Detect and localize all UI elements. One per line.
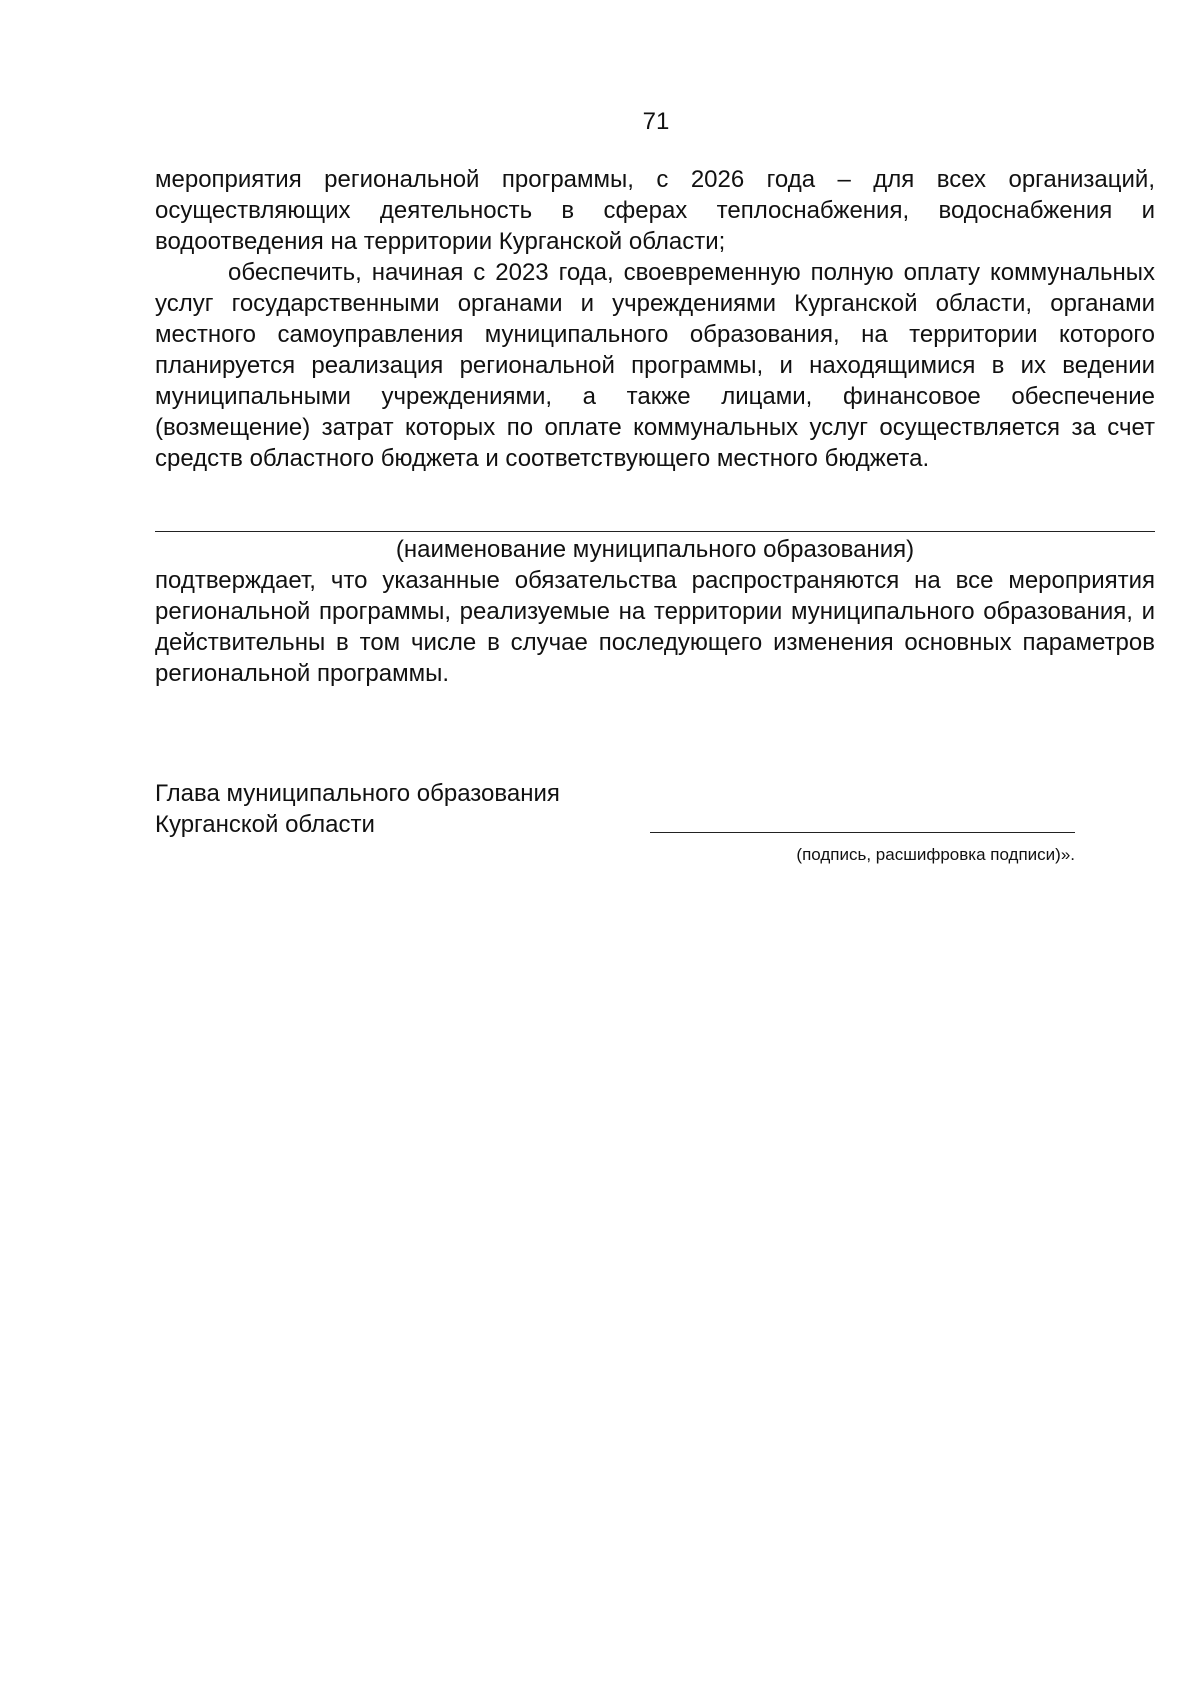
obligations-text	[155, 164, 1155, 474]
paragraph-payment-obligation: обеспечить, начиная с 2023 года, своевременную полную оплату коммунальных услуг государственными органами и учреждениями Курганской области, органами местного самоуправления муниципального образования, на территории которого планируется реализация региональной программы, и находящимися в их ведении муниципальными учреждениями, а также лицами, финансовое обеспечение (возмещение) затрат которых по оплате коммунальных услуг осуществляется за счет средств областного бюджета и соответствующего местного бюджета.	[155, 259, 1155, 472]
paragraph-continuation: мероприятия региональной программы, с 2026 года – для всех организаций, осуществляющих деятельность в сферах теплоснабжения, водоснабжения и водоотведения на территории Курганской области;	[155, 166, 1155, 255]
signatory-title-line2: Курганской области	[155, 811, 375, 838]
signatory-title-line1: Глава муниципального образования	[155, 780, 560, 807]
municipality-name-caption: (наименование муниципального образования)	[395, 536, 915, 563]
page-number: 71	[642, 108, 670, 135]
paragraph-confirmation: подтверждает, что указанные обязательства распространяются на все мероприятия региональной программы, реализуемые на территории муниципального образования, и действительны в том числе в случае последующего изменения основных параметров региональной программы.	[155, 567, 1155, 687]
signature-caption: (подпись, расшифровка подписи)».	[796, 845, 1075, 864]
municipality-name-blank-line	[155, 531, 1155, 532]
signature-blank-line	[650, 832, 1075, 833]
signatory-title	[155, 778, 560, 840]
confirmation-text	[155, 565, 1155, 689]
